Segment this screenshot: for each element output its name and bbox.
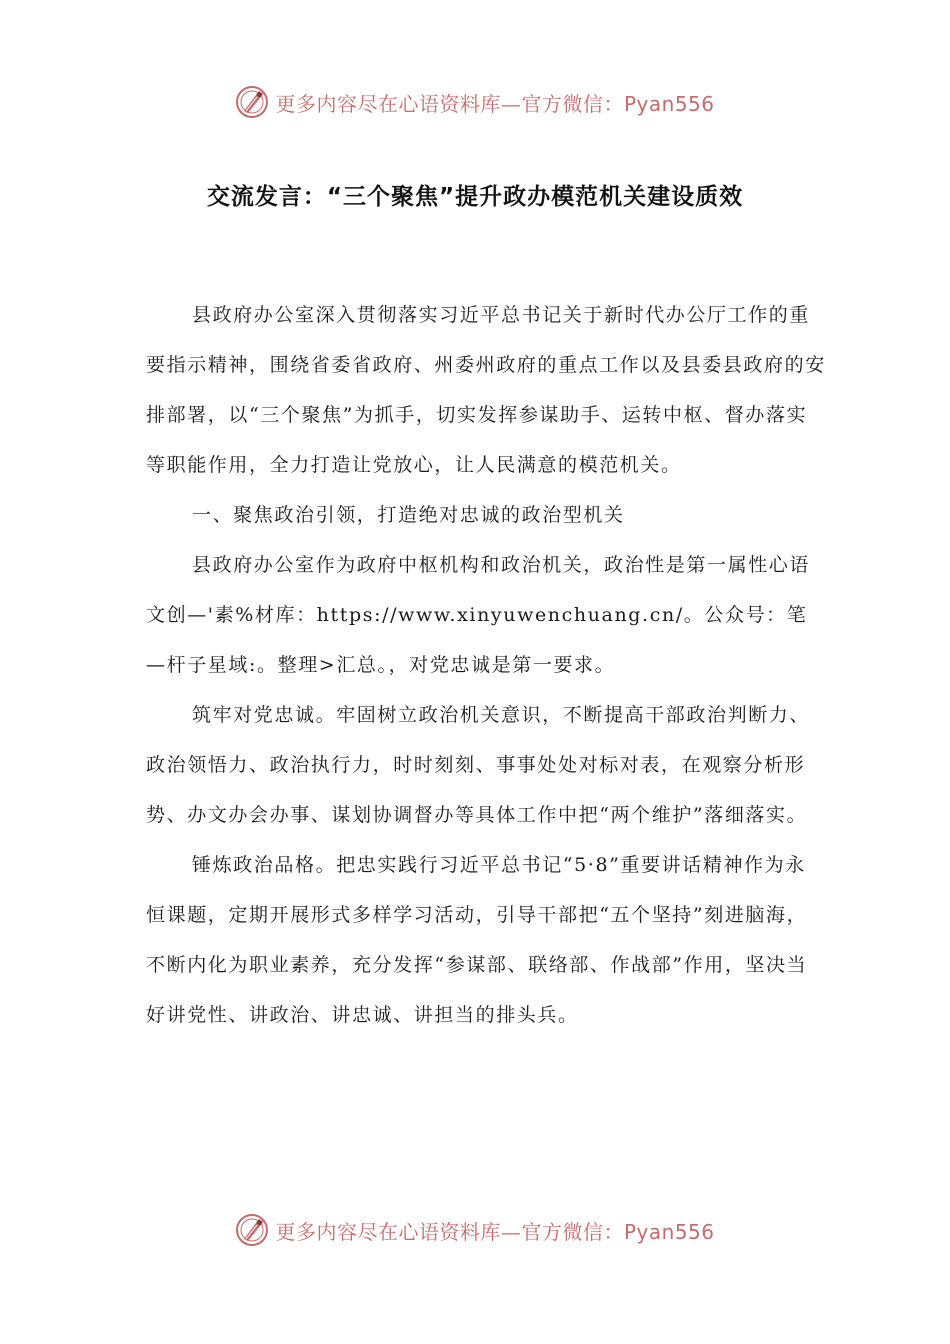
paragraph-section1-intro: 县政府办公室作为政府中枢机构和政治机关，政治性是第一属性心语文创—'素%材库：https://www.xinyuwenchuang.cn/。公众号：笔—杆子星域:。整理>汇总。，对党忠诚是第一要求。 — [146, 554, 811, 676]
footer-banner — [0, 1208, 950, 1252]
banner-message: 更多内容尽在心语资料库—官方微信： — [275, 1219, 624, 1244]
banner-wechat-handle: Pyan556 — [623, 1219, 715, 1244]
paragraph-character: 锤炼政治品格。把忠实践行习近平总书记“5·8”重要讲话精神作为永恒课题，定期开展形式多样学习活动，引导干部把“五个坚持”刻进脑海，不断内化为职业素养，充分发挥“参谋部、联络部、作战部”作用，坚决当好讲党性、讲政治、讲忠诚、讲担当的排头兵。 — [146, 854, 808, 1026]
banner-text — [275, 88, 714, 117]
header-banner — [0, 80, 950, 124]
paragraph-loyalty: 筑牢对党忠诚。牢固树立政治机关意识，不断提高干部政治判断力、政治领悟力、政治执行力，时时刻刻、事事处处对标对表，在观察分析形势、办文办会办事、谋划协调督办等具体工作中把“两个维护”落细落实。 — [146, 704, 811, 826]
banner-wechat-handle: Pyan556 — [623, 91, 715, 116]
pen-nib-logo-icon — [235, 1213, 269, 1247]
banner-text — [275, 1216, 714, 1245]
paragraph-intro: 县政府办公室深入贯彻落实习近平总书记关于新时代办公厅工作的重要指示精神，围绕省委省政府、州委州政府的重点工作以及县委县政府的安排部署，以“三个聚焦”为抓手，切实发挥参谋助手、运转中枢、督办落实等职能作用，全力打造让党放心，让人民满意的模范机关。 — [146, 304, 826, 476]
document-title: 交流发言：“三个聚焦”提升政办模范机关建设质效 — [206, 184, 744, 210]
section-heading-1: 一、聚焦政治引领，打造绝对忠诚的政治型机关 — [192, 504, 625, 526]
document-body — [146, 290, 826, 1040]
pen-nib-logo-icon — [235, 85, 269, 119]
banner-message: 更多内容尽在心语资料库—官方微信： — [275, 91, 624, 116]
